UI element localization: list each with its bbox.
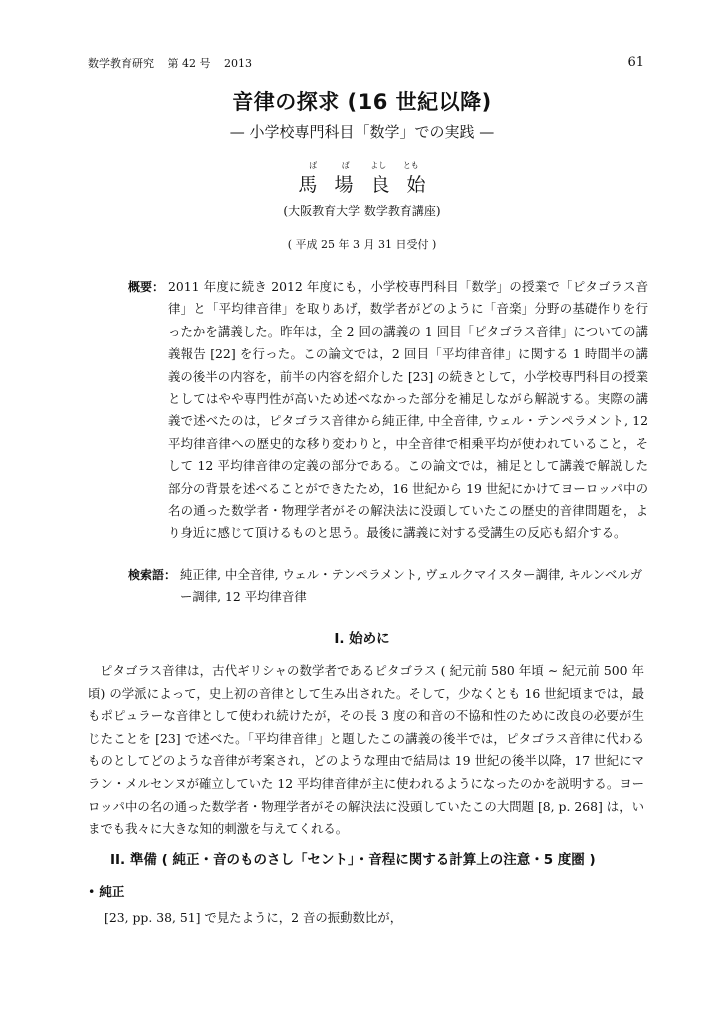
keywords-text: 純正律, 中全音律, ウェル・テンペラメント, ヴェルクマイスター調律, キルンベルガー調律, 12 平均律音律 xyxy=(180,567,643,605)
received-date: ( 平成 25 年 3 月 31 日受付 ) xyxy=(287,238,437,251)
bullet-label: 純正 xyxy=(99,884,125,899)
running-head-left xyxy=(88,55,262,71)
bullet-item xyxy=(88,882,124,900)
section-2-heading: II. 準備 ( 純正・音のものさし「セント」・音程に関する計算上の注意・5 度圏 ) xyxy=(110,852,596,868)
author-ruby xyxy=(0,160,724,170)
ruby-4: とも xyxy=(402,161,419,170)
author-char-4: 始 xyxy=(406,174,426,196)
author-block xyxy=(0,160,724,197)
bullet-text: [23, pp. 38, 51] で見たように，2 音の振動数比が， xyxy=(104,910,403,925)
author-char-2: 場 xyxy=(334,174,354,196)
journal-name: 数学教育研究 xyxy=(88,57,154,70)
running-head xyxy=(88,55,644,71)
ruby-2: ば xyxy=(341,161,350,170)
abstract-text: 2011 年度に続き 2012 年度にも，小学校専門科目「数学」の授業で「ピタゴラス音律」と「平均律音律」を取りあげ，数学者がどのように「音楽」分野の基礎作りを行ったかを講義した。昨年は，全 2 回の講義の 1 回目「ピタゴラス音律」についての講義報告 [22] を行った。この論文では，2 回目「平均律音律」に関する 1 時間半の講義の後半の内容を，前半の内容を紹介した [23] の続きとして，小学校専門科目の授業としてはやや専門性が高いため述べなかった部分を補足しながら解説する。実際の講義で述べたのは，ピタゴラス音律から純正律, 中全音律, ウェル・テンペラメント, 12 平均律音律への歴史的な移り変わりと，中全音律で相乗平均が使われていること，そして 12 平均律音律の定義の部分である。この論文では，補足として講義で解説した部分の背景を述べることができたため，16 世紀から 19 世紀にかけてヨーロッパ中の名の通った数学者・物理学者がその解決法に没頭していたこの歴史的音律問題を，より身近に感じて頂けるものと思う。最後に講義に対する受講生の反応も紹介する。 xyxy=(168,279,648,541)
publication-year: 2013 xyxy=(224,57,252,70)
paper-subtitle: — 小学校専門科目「数学」での実践 — xyxy=(229,123,495,141)
section-1-paragraph: ピタゴラス音律は，古代ギリシャの数学者であるピタゴラス ( 紀元前 580 年頃 ∼ 紀元前 500 年頃) の学派によって，史上初の音律として生み出された。そして，少なくとも 16 世紀頃までは，最もポピュラーな音律として使われ続けたが，その長 3 度の和音の不協和性のために改良の必要が生じたことを [23] で述べた。「平均律音律」と題したこの講義の後半では，ピタゴラス音律に代わるものとしてどのような音律が考案され，どのような理由で結局は 19 世紀の後半以降，17 世紀にマラン・メルセンヌが確立していた 12 平均律音律が主に使われるようになったのかを説明する。ヨーロッパ中の名の通った数学者・物理学者がその解決法に没頭していたこの大問題 [8, p. 268] は，いまでも我々に大きな知的刺激を与えてくれる。 xyxy=(88,663,644,837)
page-number: 61 xyxy=(627,55,644,70)
ruby-3: よし xyxy=(370,161,387,170)
author-char-3: 良 xyxy=(370,174,390,196)
author-name xyxy=(0,170,724,197)
abstract-label: 概要： xyxy=(128,280,165,294)
ruby-1: ば xyxy=(309,161,318,170)
section-1-heading: I. 始めに xyxy=(334,631,390,647)
abstract xyxy=(128,276,648,545)
paper-title: 音律の探求 (16 世紀以降) xyxy=(232,90,492,114)
bullet-icon: • xyxy=(88,884,96,899)
author-affiliation: (大阪教育大学 数学教育講座) xyxy=(283,204,441,218)
author-char-1: 馬 xyxy=(298,174,318,196)
issue-number: 第 42 号 xyxy=(167,57,211,70)
keywords xyxy=(128,564,648,609)
keywords-label: 検索語： xyxy=(128,568,177,582)
